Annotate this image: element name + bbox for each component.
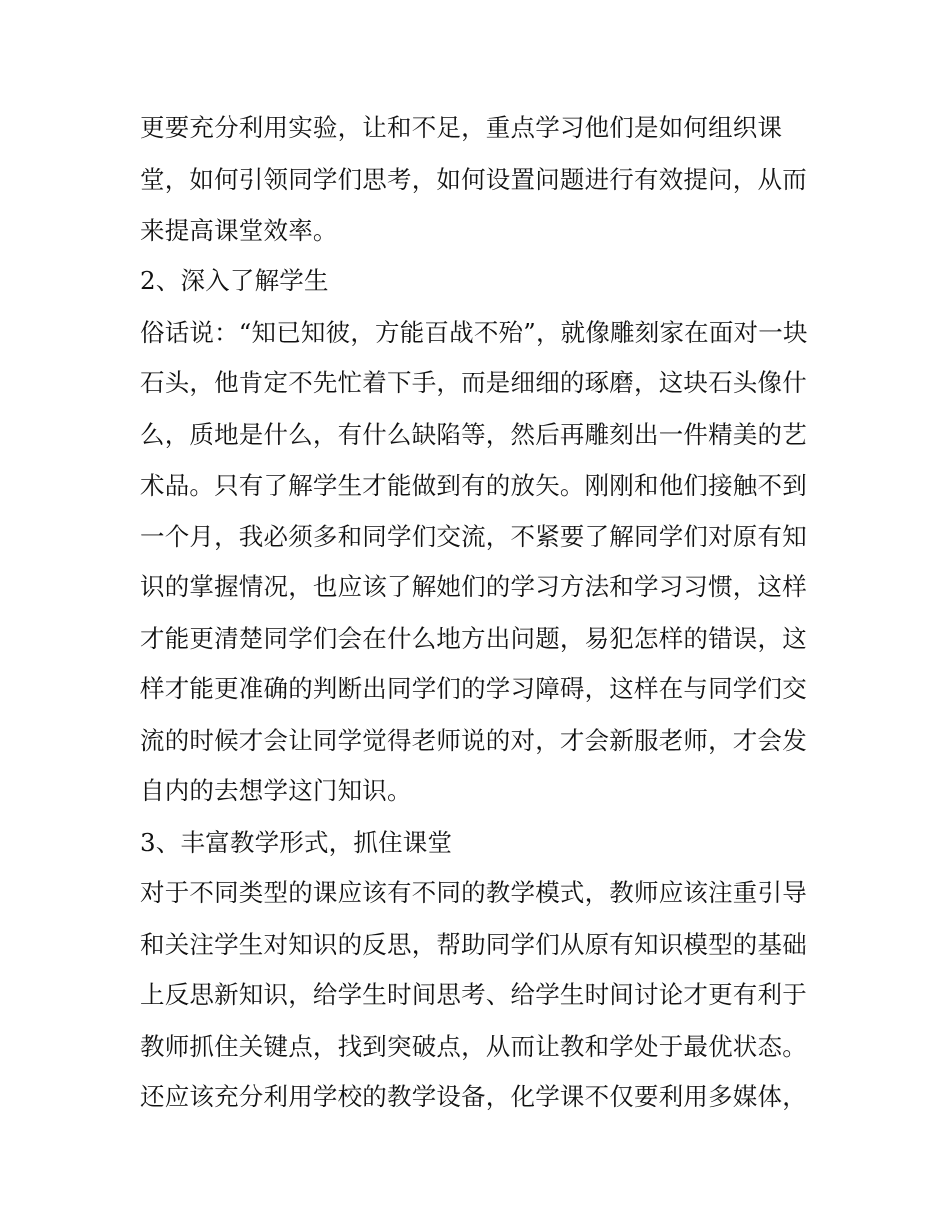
text-line: 上反思新知识，给学生时间思考、给学生时间讨论才更有利于 [140, 980, 807, 1009]
section-heading: 3、丰富教学形式，抓住课堂 [140, 828, 453, 857]
text-line: 还应该充分利用学校的教学设备，化学课不仅要利用多媒体， [140, 1082, 807, 1111]
text-line: 和关注学生对知识的反思，帮助同学们从原有知识模型的基础 [140, 930, 807, 959]
text-line: 么，质地是什么，有什么缺陷等，然后再雕刻出一件精美的艺 [140, 420, 807, 449]
text-line: 一个月，我必须多和同学们交流，不紧要了解同学们对原有知 [140, 522, 807, 551]
text-line: 识的掌握情况，也应该了解她们的学习方法和学习习惯，这样 [140, 572, 807, 601]
text-line: 教师抓住关键点，找到突破点，从而让教和学处于最优状态。 [140, 1032, 807, 1061]
text-line: 样才能更准确的判断出同学们的学习障碍，这样在与同学们交 [140, 674, 807, 703]
text-line: 更要充分利用实验，让和不足，重点学习他们是如何组织课 [140, 113, 783, 142]
text-line: 俗话说：“知已知彼，方能百战不殆”，就像雕刻家在面对一块 [140, 318, 808, 347]
text-line: 对于不同类型的课应该有不同的教学模式，教师应该注重引导 [140, 878, 807, 907]
text-line: 术品。只有了解学生才能做到有的放矢。刚刚和他们接触不到 [140, 471, 807, 500]
text-line: 才能更清楚同学们会在什么地方出问题，易犯怎样的错误，这 [140, 624, 807, 653]
text-line: 自内的去想学这门知识。 [140, 776, 412, 805]
text-line: 流的时候才会让同学觉得老师说的对，才会新服老师，才会发 [140, 726, 807, 755]
text-line: 堂，如何引领同学们思考，如何设置问题进行有效提问，从而 [140, 165, 807, 194]
section-heading: 2、深入了解学生 [140, 266, 329, 295]
text-line: 来提高课堂效率。 [140, 216, 338, 245]
text-line: 石头，他肯定不先忙着下手，而是细细的琢磨，这块石头像什 [140, 368, 807, 397]
